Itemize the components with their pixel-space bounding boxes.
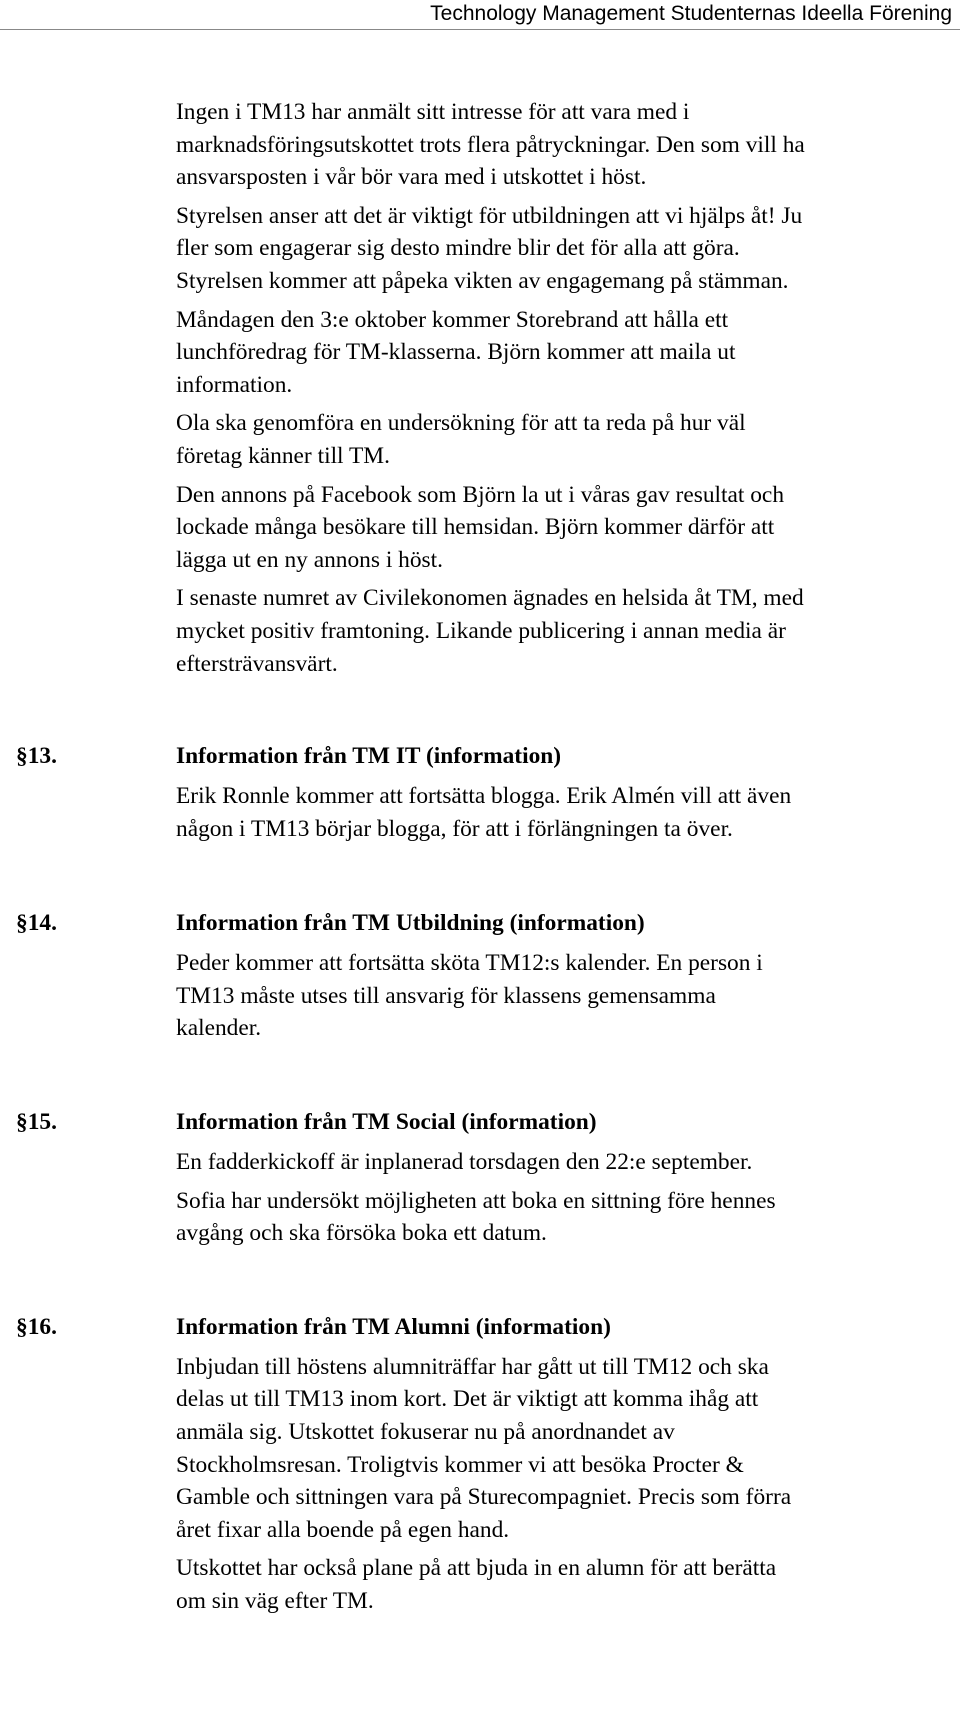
section-number: §14. xyxy=(16,910,57,937)
intro-block xyxy=(0,96,960,680)
document-body xyxy=(0,96,960,1618)
section-16 xyxy=(0,1311,960,1618)
paragraph-survey: Ola ska genomföra en undersökning för att ta reda på hur väl företag känner till TM. xyxy=(176,410,746,469)
section-number: §16. xyxy=(16,1313,57,1340)
section-paragraph: Utskottet har också plane på att bjuda in en alumn för att berätta om sin väg efter TM. xyxy=(176,1555,777,1614)
paragraph-marketing: Ingen i TM13 har anmält sitt intresse för att vara med i marknadsföringsutskottet trots flera påtryckningar. Den som vill ha ansvarsposten i vår bör vara med i utskottet i höst. xyxy=(176,99,805,191)
paragraph-engagement: Styrelsen anser att det är viktigt för utbildningen att vi hjälps åt! Ju fler som engagerar sig desto mindre blir det för alla att göra. Styrelsen kommer att påpeka vikten av engagemang på stämman. xyxy=(176,202,803,294)
section-title: Information från TM Social (information) xyxy=(176,1109,597,1136)
section-15 xyxy=(0,1106,960,1250)
section-heading xyxy=(0,1311,960,1351)
section-13 xyxy=(0,740,960,845)
section-paragraph: Inbjudan till höstens alumniträffar har gått ut till TM12 och ska delas ut till TM13 inom kort. Det är viktigt att komma ihåg att anmäla sig. Utskottet fokuserar nu på anordnandet av Stockholmsresan. Troligtvis kommer vi att besöka Procter & Gamble och sittningen vara på Sturecompagniet. Precis som förra året fixar alla boende på egen hand. xyxy=(176,1353,792,1543)
section-paragraph: Peder kommer att fortsätta sköta TM12:s kalender. En person i TM13 måste utses till ansvarig för klassens gemensamma kalender. xyxy=(176,950,763,1042)
section-paragraph: Sofia har undersökt möjligheten att boka en sittning före hennes avgång och ska försöka boka ett datum. xyxy=(176,1187,776,1247)
section-title: Information från TM IT (information) xyxy=(176,743,562,770)
section-heading xyxy=(0,740,960,780)
paragraph-lunch-lecture: Måndagen den 3:e oktober kommer Storebrand att hålla ett lunchföredrag för TM-klasserna. Björn kommer att maila ut information. xyxy=(176,306,736,398)
section-title: Information från TM Utbildning (information) xyxy=(176,910,645,937)
section-paragraph: Erik Ronnle kommer att fortsätta blogga. Erik Almén vill att även någon i TM13 börjar blogga, för att i förlängningen ta över. xyxy=(176,783,792,842)
section-14 xyxy=(0,907,960,1045)
page-header xyxy=(0,0,960,30)
header-title: Technology Management Studenternas Ideella Förening xyxy=(430,2,952,25)
section-paragraph: En fadderkickoff är inplanerad torsdagen den 22:e september. xyxy=(176,1149,753,1176)
section-heading xyxy=(0,907,960,947)
section-heading xyxy=(0,1106,960,1146)
paragraph-civilekonomen: I senaste numret av Civilekonomen ägnades en helsida åt TM, med mycket positiv framtoning. Likande publicering i annan media är eftersträvansvärt. xyxy=(176,585,804,677)
paragraph-facebook-ad: Den annons på Facebook som Björn la ut i våras gav resultat och lockade många besökare till hemsidan. Björn kommer därför att lägga ut en ny annons i höst. xyxy=(176,481,785,573)
section-number: §13. xyxy=(16,743,57,770)
section-number: §15. xyxy=(16,1109,57,1136)
section-title: Information från TM Alumni (information) xyxy=(176,1313,611,1340)
